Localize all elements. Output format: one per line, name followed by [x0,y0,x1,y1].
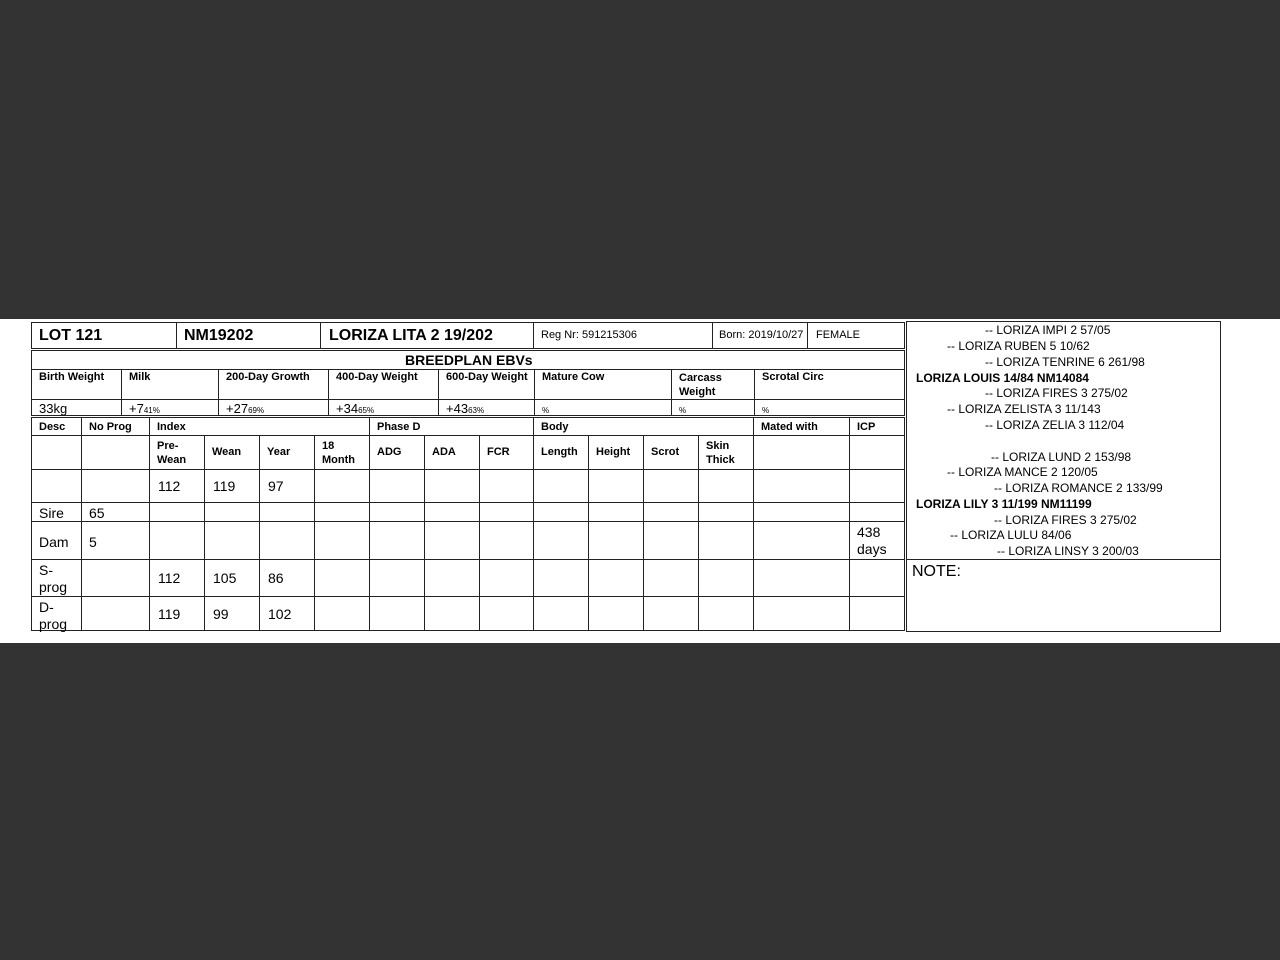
pedigree-sire-dam-sire: -- LORIZA FIRES 3 275/02 [985,386,1128,400]
ebv-birth-value: 33kg [39,401,68,416]
ebv-200day-value: +2769% [226,401,265,416]
col-fcr: FCR [487,446,510,458]
col-year: Year [267,446,291,458]
ebv-label-birth: Birth Weight [39,371,105,383]
pedigree-sire: LORIZA LOUIS 14/84 NM14084 [916,371,1089,385]
pedigree-dam-dam-sire: -- LORIZA FIRES 3 275/02 [994,513,1137,527]
pedigree-sire-dam-dam: -- LORIZA ZELIA 3 112/04 [985,418,1125,432]
col-noprog: No Prog [89,421,132,433]
sprog-year: 86 [268,570,284,586]
lot-number: LOT 121 [39,327,103,344]
born-date: Born: 2019/10/27 [719,329,804,341]
animal-id: NM19202 [184,327,254,344]
reg-number: Reg Nr: 591215306 [541,329,638,341]
dam-icp: 438 days [857,524,887,557]
col-icp: ICP [857,421,876,433]
ebv-milk-value: +741% [129,401,160,416]
dprog-wean: 99 [213,606,229,622]
sprog-wean: 105 [213,570,237,586]
pedigree-dam-sire-sire: -- LORIZA LUND 2 153/98 [991,450,1132,464]
col-index: Index [157,421,186,433]
pedigree-sire-sire-sire: -- LORIZA IMPI 2 57/05 [985,323,1111,337]
col-height: Height [596,446,631,458]
col-prewean: Pre-Wean [157,440,187,466]
col-wean: Wean [212,446,242,458]
col-body: Body [541,421,569,433]
self-wean: 119 [213,478,236,494]
col-desc: Desc [39,421,66,433]
ebv-label-200day: 200-Day Growth [226,371,310,383]
dprog-label: D-prog [39,599,68,632]
sprog-prewean: 112 [158,570,181,586]
note-label: NOTE: [912,563,961,580]
ebv-label-carcass: Carcass Weight [679,372,722,398]
col-18month: 18 Month [322,440,355,466]
dam-noprog: 5 [89,534,97,550]
self-prewean: 112 [158,478,181,494]
sex: FEMALE [816,329,861,341]
pedigree-dam-dam-dam: -- LORIZA LINSY 3 200/03 [997,544,1139,558]
col-ada: ADA [432,446,456,458]
sire-label: Sire [39,505,64,521]
ebv-label-milk: Milk [129,371,151,383]
ebv-label-400day: 400-Day Weight [336,371,418,383]
self-year: 97 [268,478,284,494]
pedigree-dam-sire: -- LORIZA MANCE 2 120/05 [947,465,1098,479]
dprog-prewean: 119 [158,606,181,622]
ebv-label-600day: 600-Day Weight [446,371,528,383]
ebv-400day-value: +3465% [336,401,375,416]
ebv-title: BREEDPLAN EBVs [405,352,533,368]
ebv-600day-value: +4363% [446,401,485,416]
ebv-scrotal-value: % [762,406,770,415]
ebv-mature-value: % [542,406,550,415]
dprog-year: 102 [268,606,292,622]
pedigree-dam-sire-dam: -- LORIZA ROMANCE 2 133/99 [994,481,1163,495]
col-phased: Phase D [377,421,421,433]
ebv-label-mature: Mature Cow [542,371,605,383]
animal-name: LORIZA LITA 2 19/202 [329,327,493,344]
ebv-label-scrotal: Scrotal Circ [762,371,824,383]
pedigree-sire-dam: -- LORIZA ZELISTA 3 11/143 [947,402,1101,416]
pedigree-sire-sire: -- LORIZA RUBEN 5 10/62 [947,339,1090,353]
col-length: Length [541,446,578,458]
col-adg: ADG [377,446,402,458]
pedigree-dam: LORIZA LILY 3 11/199 NM11199 [916,497,1092,511]
col-scrot: Scrot [651,446,680,458]
ebv-carcass-value: % [679,406,687,415]
sprog-label: S-prog [39,562,68,595]
col-mated: Mated with [761,421,818,433]
dam-label: Dam [39,534,69,550]
pedigree-sire-sire-dam: -- LORIZA TENRINE 6 261/98 [985,355,1145,369]
pedigree-dam-dam: -- LORIZA LULU 84/06 [950,528,1072,542]
lot-card [0,319,1280,643]
sire-noprog: 65 [89,505,105,521]
col-skin-thick: Skin Thick [706,440,735,466]
